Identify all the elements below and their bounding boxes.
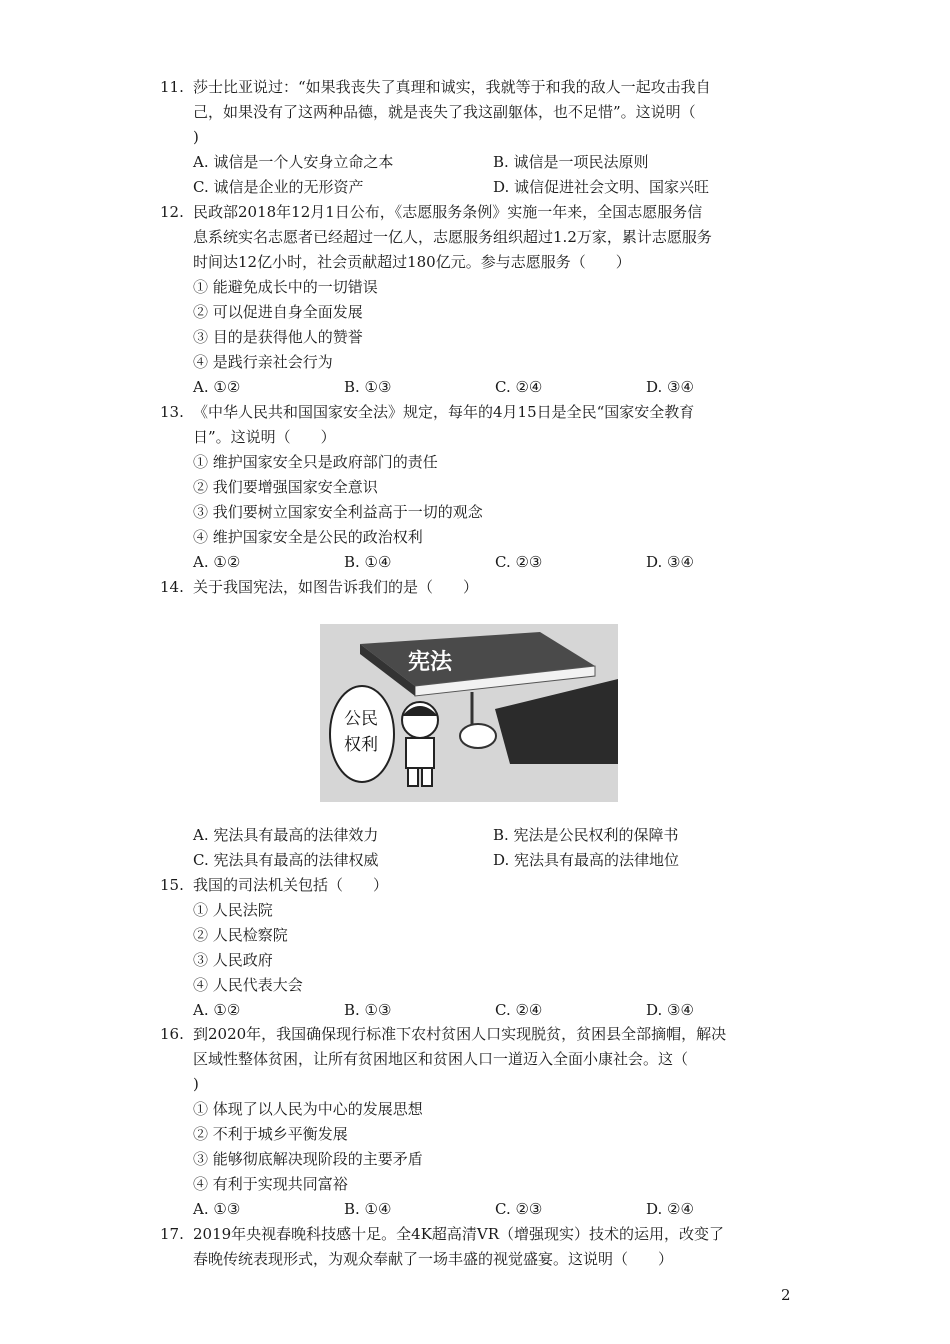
statement-item: ① 体现了以人民为中心的发展思想 [193,1100,423,1118]
statement-item: ② 人民检察院 [193,926,288,944]
option-a: A. ①② [193,378,241,396]
option-b: B. 宪法是公民权利的保障书 [493,826,679,844]
statement-item: ③ 我们要树立国家安全利益高于一切的观念 [193,503,483,521]
option-d: D. 宪法具有最高的法律地位 [493,851,680,869]
option-c: C. 宪法具有最高的法律权威 [193,851,379,869]
question-text: 时间达12亿小时，社会贡献超过180亿元。参与志愿服务（ ） [193,253,631,271]
statement-item: ② 我们要增强国家安全意识 [193,478,378,496]
bubble-text-2: 权利 [344,735,378,755]
statement-item: ④ 是践行亲社会行为 [193,353,333,371]
question-text: 关于我国宪法，如图告诉我们的是（ ） [193,578,479,596]
statement-item: ④ 有利于实现共同富裕 [193,1175,348,1193]
option-a: A. ①③ [193,1200,241,1218]
question-text: 《中华人民共和国国家安全法》规定，每年的4月15日是全民“国家安全教育 [193,403,695,421]
option-b: B. 诚信是一项民法原则 [493,153,649,171]
question-11 [160,75,800,200]
question-17 [160,1222,800,1272]
option-d: D. 诚信促进社会文明、国家兴旺 [493,178,710,196]
option-d: D. ③④ [646,378,694,396]
question-text: 莎士比亚说过：“如果我丧失了真理和诚实，我就等于和我的敌人一起攻击我自 [193,78,711,96]
option-c: C. ②③ [495,553,543,571]
statement-item: ③ 能够彻底解决现阶段的主要矛盾 [193,1150,423,1168]
constitution-cartoon [320,624,618,802]
option-c: C. ②④ [495,1001,543,1019]
question-14 [160,575,800,600]
question-16 [160,1022,800,1222]
question-text: 息系统实名志愿者已经超过一亿人，志愿服务组织超过1.2万家，累计志愿服务 [193,228,712,246]
statement-item: ④ 维护国家安全是公民的政治权利 [193,528,423,546]
question-text: 民政部2018年12月1日公布，《志愿服务条例》实施一年来，全国志愿服务信 [193,203,703,221]
question-number: 14. [160,578,184,596]
page-number: 2 [781,1286,791,1304]
question-number: 15. [160,876,184,894]
option-a: A. 宪法具有最高的法律效力 [193,826,379,844]
statement-item: ① 人民法院 [193,901,273,919]
question-text: 区域性整体贫困，让所有贫困地区和贫困人口一道迈入全面小康社会。这（ [193,1050,689,1068]
question-text: ) [193,128,199,146]
question-text: 己，如果没有了这两种品德，就是丧失了我这副躯体，也不足惜”。这说明（ [193,103,696,121]
question-number: 12. [160,203,184,221]
question-text: 日”。这说明（ ） [193,428,336,446]
option-b: B. ①④ [344,553,392,571]
cartoon-illustration [320,624,618,802]
option-a: A. 诚信是一个人安身立命之本 [193,153,394,171]
statement-item: ① 维护国家安全只是政府部门的责任 [193,453,438,471]
statement-item: ③ 人民政府 [193,951,273,969]
statement-item: ③ 目的是获得他人的赞誉 [193,328,363,346]
question-text: 我国的司法机关包括（ ） [193,876,389,894]
question-14-options [160,823,800,873]
bubble-text-1: 公民 [344,709,378,729]
option-a: A. ①② [193,1001,241,1019]
option-c: C. ②③ [495,1200,543,1218]
book-title: 宪法 [408,649,453,675]
question-number: 17. [160,1225,184,1243]
option-d: D. ②④ [646,1200,694,1218]
option-b: B. ①③ [344,1001,392,1019]
option-d: D. ③④ [646,553,694,571]
option-b: B. ①④ [344,1200,392,1218]
question-text: 2019年央视春晚科技感十足。全4K超高清VR（增强现实）技术的运用，改变了 [193,1225,725,1243]
option-c: C. ②④ [495,378,543,396]
question-text: 春晚传统表现形式，为观众奉献了一场丰盛的视觉盛宴。这说明（ ） [193,1250,674,1268]
option-d: D. ③④ [646,1001,694,1019]
question-13 [160,400,800,575]
option-a: A. ①② [193,553,241,571]
statement-item: ④ 人民代表大会 [193,976,303,994]
statement-item: ① 能避免成长中的一切错误 [193,278,378,296]
statement-item: ② 不利于城乡平衡发展 [193,1125,348,1143]
question-12 [160,200,800,400]
question-number: 13. [160,403,184,421]
question-number: 16. [160,1025,184,1043]
question-15 [160,873,800,1023]
question-number: 11. [160,78,184,96]
question-text: ) [193,1075,199,1093]
statement-item: ② 可以促进自身全面发展 [193,303,363,321]
option-c: C. 诚信是企业的无形资产 [193,178,364,196]
option-b: B. ①③ [344,378,392,396]
question-text: 到2020年，我国确保现行标准下农村贫困人口实现脱贫，贫困县全部摘帽，解决 [193,1025,727,1043]
